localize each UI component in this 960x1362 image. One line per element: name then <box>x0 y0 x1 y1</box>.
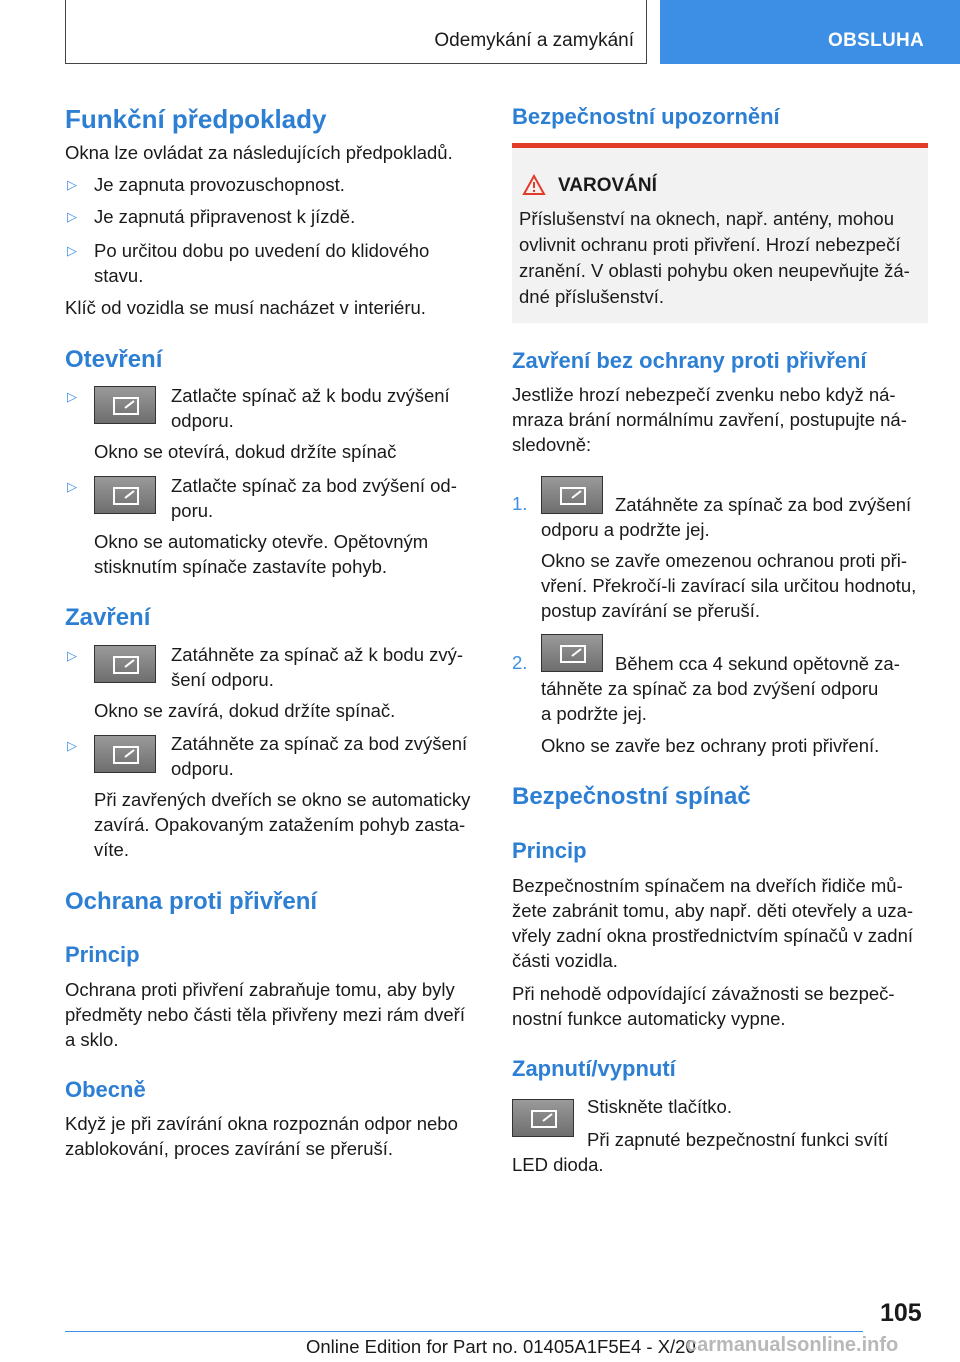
header-box <box>65 0 647 64</box>
text: Při nehodě odpovídající závažnosti se bezpeč- <box>512 983 895 1004</box>
text: Zatáhněte za spínač za bod zvýšení <box>171 733 468 754</box>
watermark: carmanualsonline.info <box>686 1334 899 1356</box>
text: Okno se automaticky otevře. Opětovným <box>94 531 429 552</box>
window-switch-icon <box>94 386 156 424</box>
text: Okno se zavře bez ochrany proti přivření. <box>541 735 880 756</box>
heading-ochrana: Ochrana proti přivření <box>65 888 318 915</box>
heading-otevreni: Otevření <box>65 346 163 373</box>
list-item: Je zapnuta provozuschopnost. <box>94 174 345 195</box>
text: sledovně: <box>512 434 592 455</box>
warning-text: zranění. V oblasti pohybu oken neupevňujte žá- <box>519 260 910 281</box>
heading-obecne: Obecně <box>65 1077 146 1102</box>
text: poru. <box>171 500 214 521</box>
triangle-right-icon: ▷ <box>67 479 77 494</box>
text: odporu. <box>171 410 234 431</box>
text: Zatlačte spínač až k bodu zvýšení <box>171 385 450 406</box>
warning-text: Příslušenství na oknech, např. antény, mohou <box>519 208 895 229</box>
section-title: Odemykání a zamykání <box>434 30 634 51</box>
warning-box <box>512 143 928 323</box>
text: žete zabránit tomu, aby např. děti otevřely a uza- <box>512 900 914 921</box>
warning-text: ovlivnit ochranu proti přivření. Hrozí nebezpečí <box>519 234 901 255</box>
text: Ochrana proti přivření zabraňuje tomu, aby byly <box>65 979 455 1000</box>
text: šení odporu. <box>171 669 274 690</box>
heading-bezpecnostni-upozorneni: Bezpečnostní upozornění <box>512 104 780 129</box>
heading-princip: Princip <box>512 838 587 863</box>
triangle-right-icon: ▷ <box>67 738 77 753</box>
footer-divider <box>65 1331 863 1332</box>
text: Při zavřených dveřích se okno se automaticky <box>94 789 471 810</box>
list-item: stavu. <box>94 265 144 286</box>
triangle-right-icon: ▷ <box>67 243 77 258</box>
warning-label: VAROVÁNÍ <box>558 175 657 196</box>
triangle-right-icon: ▷ <box>67 648 77 663</box>
warning-triangle-icon <box>522 174 546 196</box>
text: Jestliže hrozí nebezpečí zvenku nebo když ná- <box>512 384 896 405</box>
page-number: 105 <box>880 1299 922 1327</box>
triangle-right-icon: ▷ <box>67 209 77 224</box>
text: vřely zadní okna prostřednictvím spínačů v zadní <box>512 925 914 946</box>
window-switch-icon <box>541 476 603 514</box>
window-switch-icon <box>94 735 156 773</box>
text: odporu a podržte jej. <box>541 519 710 540</box>
heading-princip: Princip <box>65 942 140 967</box>
text: Během cca 4 sekund opětovně za- <box>615 653 900 674</box>
text: Okno se zavírá, dokud držíte spínač. <box>94 700 396 721</box>
text: Okno se zavře omezenou ochranou proti při- <box>541 550 908 571</box>
list-item: Po určitou dobu po uvedení do klidového <box>94 240 430 261</box>
text: Bezpečnostním spínačem na dveřích řidiče mů- <box>512 875 903 896</box>
chapter-tab <box>660 0 960 64</box>
window-switch-icon <box>512 1099 574 1137</box>
window-switch-icon <box>94 476 156 514</box>
text: části vozidla. <box>512 950 618 971</box>
text: Když je při zavírání okna rozpoznán odpor nebo <box>65 1113 458 1134</box>
text: odporu. <box>171 758 234 779</box>
heading-bez-ochrany: Zavření bez ochrany proti přivření <box>512 348 867 373</box>
step-number: 1. <box>512 493 528 514</box>
text: stisknutím spínače zastavíte pohyb. <box>94 556 388 577</box>
text: Zatáhněte za spínač až k bodu zvý- <box>171 644 464 665</box>
text: Okno se otevírá, dokud držíte spínač <box>94 441 397 462</box>
text: Zatlačte spínač za bod zvýšení od- <box>171 475 457 496</box>
heading-bezpecnostni-spinac: Bezpečnostní spínač <box>512 783 751 810</box>
text: víte. <box>94 839 129 860</box>
text: LED dioda. <box>512 1154 604 1175</box>
window-switch-icon <box>94 645 156 683</box>
list-item: Je zapnutá připravenost k jízdě. <box>94 206 356 227</box>
text: předměty nebo části těla přivřeny mezi rám dveří <box>65 1004 465 1025</box>
text: táhněte za spínač za bod zvýšení odporu <box>541 678 879 699</box>
triangle-right-icon: ▷ <box>67 177 77 192</box>
step-number: 2. <box>512 652 528 673</box>
heading-zavreni: Zavření <box>65 604 151 631</box>
text: zablokování, proces zavírání se přeruší. <box>65 1138 394 1159</box>
chapter-label: OBSLUHA <box>828 30 925 51</box>
text: mraza brání normálnímu zavření, postupujte ná- <box>512 409 907 430</box>
text: Klíč od vozidla se musí nacházet v interiéru. <box>65 297 426 318</box>
text: a podržte jej. <box>541 703 647 724</box>
heading-zapnuti-vypnuti: Zapnutí/vypnutí <box>512 1056 676 1081</box>
triangle-right-icon: ▷ <box>67 389 77 404</box>
window-switch-icon <box>541 634 603 672</box>
heading-predpoklady: Funkční předpoklady <box>65 104 327 134</box>
text: Stiskněte tlačítko. <box>587 1096 732 1117</box>
text: postup zavírání se přeruší. <box>541 600 761 621</box>
text: nostní funkce automaticky vypne. <box>512 1008 786 1029</box>
text: Okna lze ovládat za následujících předpokladů. <box>65 142 453 163</box>
text: zavírá. Opakovaným zatažením pohyb zasta- <box>94 814 466 835</box>
edition-text: Online Edition for Part no. 01405A1F5E4 - X/20 <box>306 1336 696 1357</box>
text: vření. Překročí-li zavírací sila určitou hodnotu, <box>541 575 917 596</box>
text: Zatáhněte za spínač za bod zvýšení <box>615 494 912 515</box>
text: Při zapnuté bezpečnostní funkci svítí <box>587 1129 889 1150</box>
text: a sklo. <box>65 1029 119 1050</box>
warning-text: dné příslušenství. <box>519 286 664 307</box>
